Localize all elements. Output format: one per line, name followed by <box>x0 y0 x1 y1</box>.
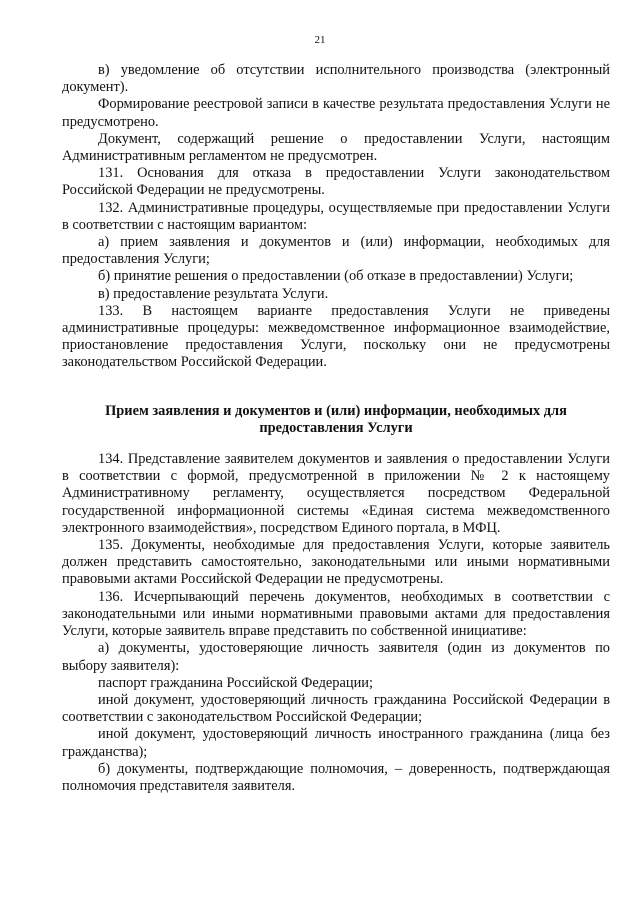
list-item: б) документы, подтверждающие полномочия, – доверенность, подтверждающая полномочия представителя заявителя. <box>62 760 610 794</box>
paragraph-132: 132. Административные процедуры, осуществляемые при предоставлении Услуги в соответствии с настоящим вариантом: <box>62 199 610 233</box>
list-item: б) принятие решения о предоставлении (об отказе в предоставлении) Услуги; <box>98 268 574 285</box>
list-item: паспорт гражданина Российской Федерации; <box>98 674 373 691</box>
paragraph-135: 135. Документы, необходимые для предоставления Услуги, которые заявитель должен представить самостоятельно, законодательными или иными нормативными правовыми актами Российской Федерации не предусмотрены. <box>62 537 610 588</box>
paragraph: Формирование реестровой записи в качестве результата предоставления Услуги не предусмотрено. <box>62 96 610 130</box>
page-number: 21 <box>314 34 326 46</box>
document-body <box>62 62 610 795</box>
section-heading-line: Прием заявления и документов и (или) информации, необходимых для <box>105 402 567 419</box>
paragraph-136: 136. Исчерпывающий перечень документов, необходимых в соответствии с законодательными или иными нормативными правовыми актами для предоставления Услуги, которые заявитель вправе представить по собственной инициативе: <box>62 588 610 640</box>
list-item: в) предоставление результата Услуги. <box>98 285 329 302</box>
paragraph: Документ, содержащий решение о предоставлении Услуги, настоящим Административным регламентом не предусмотрен. <box>62 130 610 165</box>
paragraph-134: 134. Представление заявителем документов и заявления о предоставлении Услуги в соответствии с формой, предусмотренной в приложении № 2 к настоящему Административному регламенту, осуществляется посредством Федеральной государственной информационной системы «Единая система межведомственного электронного взаимодействия», посредством Единого портала, в МФЦ. <box>62 451 610 536</box>
list-item: а) прием заявления и документов и (или) информации, необходимых для предоставления Услуги; <box>62 234 610 268</box>
paragraph-133: 133. В настоящем варианте предоставления Услуги не приведены административные процедуры: межведомственное информационное взаимодействие, приостановление предоставления Услуги, поскольку они не предусмотрены законодательством Российской Федерации. <box>62 302 610 371</box>
section-heading <box>62 403 610 437</box>
list-item: а) документы, удостоверяющие личность заявителя (один из документов по выбору заявителя): <box>62 640 610 674</box>
paragraph: в) уведомление об отсутствии исполнительного производства (электронный документ). <box>62 62 610 96</box>
section-heading-line: предоставления Услуги <box>259 419 413 436</box>
list-item: иной документ, удостоверяющий личность иностранного гражданина (лица без гражданства); <box>62 726 610 760</box>
paragraph-131: 131. Основания для отказа в предоставлении Услуги законодательством Российской Федерации не предусмотрены. <box>62 165 610 199</box>
list-item: иной документ, удостоверяющий личность гражданина Российской Федерации в соответствии с законодательством Российской Федерации; <box>62 691 610 726</box>
